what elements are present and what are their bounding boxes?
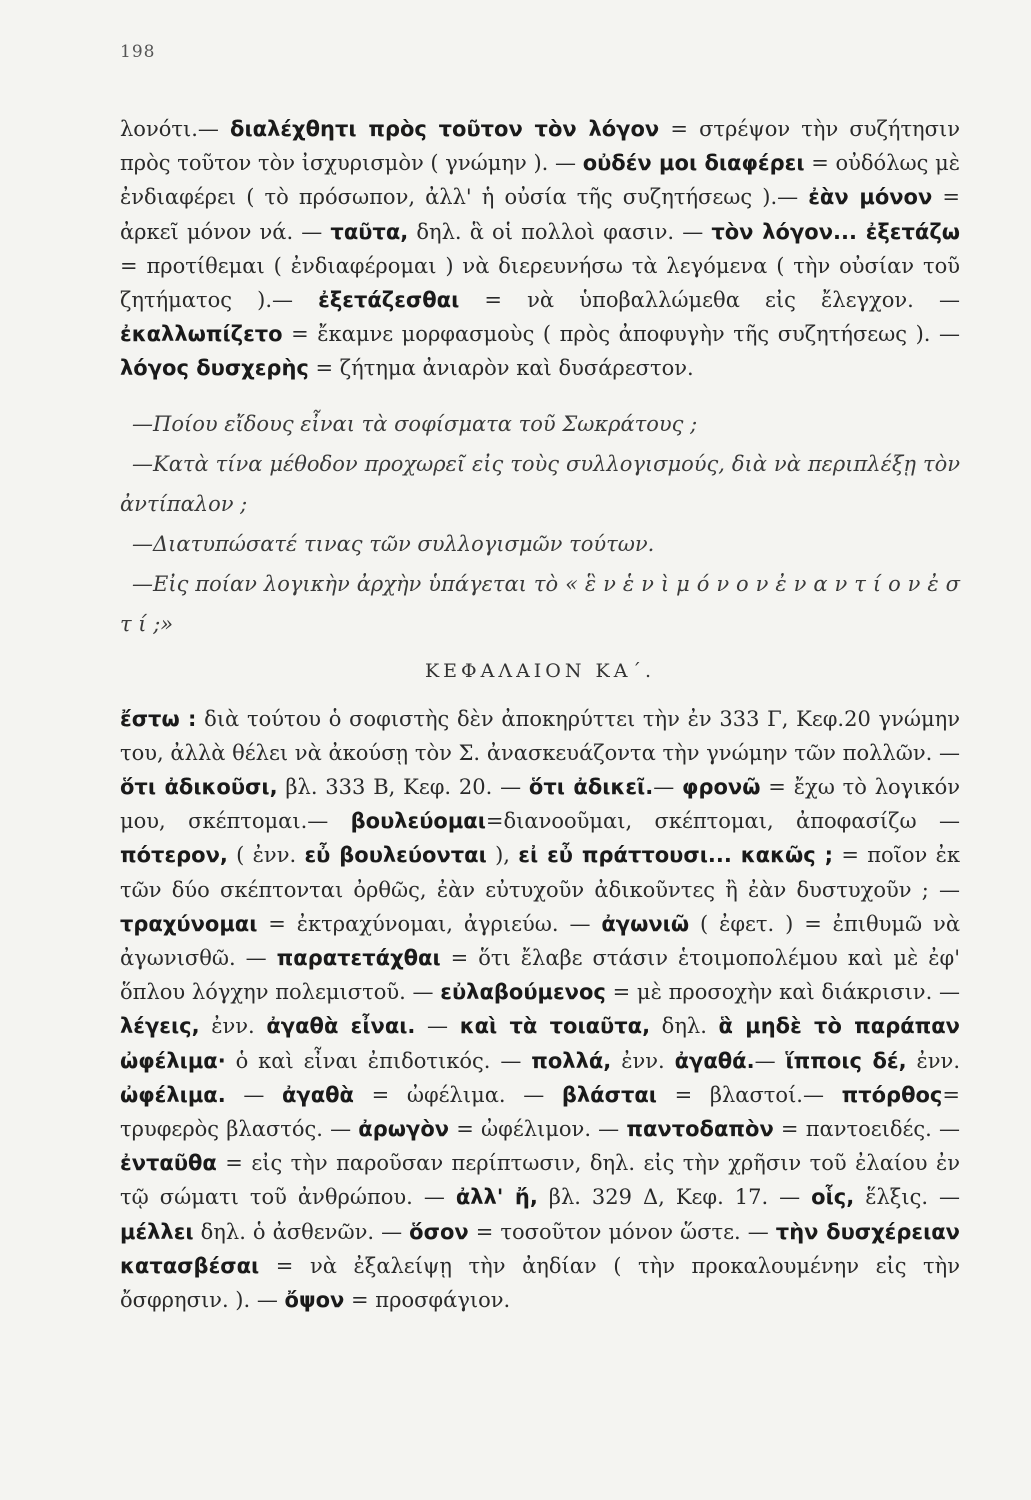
- glossary-definition: —: [653, 775, 683, 800]
- glossary-term: ταῦτα,: [330, 219, 409, 244]
- glossary-term: ἐξετάζεσθαι: [318, 288, 460, 313]
- glossary-term: οὐδέν μοι διαφέρει: [582, 151, 805, 176]
- glossary-paragraph-2: [120, 702, 960, 1318]
- glossary-definition: διὰ τούτου ὁ σοφιστὴς δὲν ἀποκηρύττει τὴν ἐν 333 Γ, Κεφ.20 γνώμην του, ἀλλὰ θέλει νὰ ἀκούσῃ τὸν Σ. ἀνασκευάζοντα τὴν γνώμην τῶν πολλῶν. —: [120, 706, 960, 765]
- question-3: —Διατυπώσατέ τινας τῶν συλλογισμῶν τούτων.: [132, 531, 655, 556]
- glossary-term: παντοδαπὸν: [626, 1117, 774, 1142]
- glossary-definition: ἐνν.: [611, 1048, 675, 1073]
- glossary-definition: = ὠφέλιμον. —: [449, 1117, 627, 1142]
- glossary-definition: = ὠφέλιμα. —: [353, 1082, 562, 1107]
- glossary-definition: = ἔχω τὸ λογικόν μου, σκέπτομαι.—: [120, 775, 960, 834]
- glossary-term: ἐνταῦθα: [120, 1151, 217, 1176]
- glossary-definition: =διανοοῦμαι, σκέπτομαι, ἀποφασίζω —: [485, 809, 960, 834]
- glossary-definition: δηλ. ἃ οἱ πολλοὶ φασιν. —: [408, 219, 712, 244]
- glossary-term: ἐὰν μόνον: [808, 185, 933, 210]
- glossary-definition: = ἀρκεῖ μόνον νά. —: [120, 185, 960, 244]
- glossary-term: πολλά,: [531, 1048, 612, 1073]
- page-number: 198: [120, 42, 156, 62]
- glossary-definition: = ζήτημα ἀνιαρὸν καὶ δυσάρεστον.: [308, 356, 694, 381]
- glossary-term: τὴν δυσχέρειαν κατασβέσαι: [120, 1219, 960, 1278]
- glossary-definition: ἐνν.: [199, 1014, 267, 1039]
- glossary-term: οἷς,: [811, 1185, 855, 1210]
- glossary-term: βλάσται: [561, 1082, 657, 1107]
- glossary-definition: = τρυφερὸς βλαστός. —: [120, 1082, 960, 1142]
- glossary-definition: = νὰ ὑποβαλλώμεθα εἰς ἔλεγχον. —: [459, 288, 960, 313]
- glossary-term: ὠφέλιμα.: [120, 1082, 226, 1107]
- glossary-definition: = προσφάγιον.: [344, 1288, 511, 1313]
- glossary-term: παρατετάχθαι: [276, 946, 441, 971]
- glossary-term: εὖ βουλεύονται: [304, 843, 487, 868]
- glossary-term: ὅτι ἀδικεῖ.: [528, 775, 654, 800]
- glossary-definition: = ἔκαμνε μορφασμοὺς ( πρὸς ἀποφυγὴν τῆς συζητήσεως ). —: [282, 322, 960, 347]
- question-4: —Εἰς ποίαν λογικὴν ἀρχὴν ὑπάγεται τὸ « ἓ ν ἑ ν ὶ μ ό ν ο ν ἐ ν α ν τ ί ο ν ἐ σ τ ί ;»: [120, 571, 960, 636]
- glossary-definition: βλ. 333 Β, Κεφ. 20. —: [277, 775, 529, 800]
- question-1: —Ποίου εἴδους εἶναι τὰ σοφίσματα τοῦ Σωκράτους ;: [132, 411, 698, 436]
- glossary-definition: = εἰς τὴν παροῦσαν περίπτωσιν, δηλ. εἰς τὴν χρῆσιν τοῦ ἐλαίου ἐν τῷ σώματι τοῦ ἀνθρώπου. —: [120, 1151, 960, 1210]
- glossary-term: ἵπποις δέ,: [785, 1048, 907, 1073]
- question-2: —Κατὰ τίνα μέθοδον προχωρεῖ εἰς τοὺς συλλογισμούς, διὰ νὰ περιπλέξῃ τὸν ἀντίπαλον ;: [120, 451, 960, 516]
- glossary-definition: ἐνν.: [906, 1048, 960, 1073]
- glossary-definition: = νὰ ἐξαλείψῃ τὴν ἀηδίαν ( τὴν προκαλουμένην εἰς τὴν ὄσφρησιν. ). —: [120, 1253, 960, 1313]
- glossary-term: ἔστω :: [120, 706, 197, 731]
- glossary-definition: ὁ καὶ εἶναι ἐπιδοτικός. —: [225, 1048, 532, 1073]
- glossary-definition: ( ἐνν.: [227, 843, 305, 868]
- page-body: [120, 112, 960, 1317]
- glossary-definition: λονότι.—: [120, 117, 231, 141]
- glossary-term: τὸν λόγον... ἐξετάζω: [711, 219, 960, 244]
- glossary-term: ἀλλ' ἤ,: [455, 1185, 538, 1210]
- glossary-term: μέλλει: [120, 1219, 194, 1244]
- glossary-term: φρονῶ: [682, 775, 761, 800]
- glossary-term: εἰ εὖ πράττουσι... κακῶς ;: [518, 843, 834, 868]
- glossary-definition: —: [225, 1082, 282, 1107]
- glossary-term: βουλεύομαι: [350, 809, 486, 834]
- glossary-definition: —: [415, 1014, 460, 1039]
- glossary-term: ὄψον: [284, 1288, 345, 1313]
- glossary-term: ἀγωνιῶ: [601, 911, 690, 936]
- glossary-definition: δηλ.: [650, 1014, 719, 1039]
- glossary-definition: = ποῖον ἐκ τῶν δύο σκέπτονται ὀρθῶς, ἐὰν εὐτυχοῦν ἀδικοῦντες ἢ ἐὰν δυστυχοῦν ; —: [120, 843, 961, 902]
- glossary-definition: = βλαστοί.—: [656, 1082, 842, 1107]
- glossary-definition: = προτίθεμαι ( ἐνδιαφέρομαι ) νὰ διερευνήσω τὰ λεγόμενα ( τὴν οὐσίαν τοῦ ζητήματος ).—: [120, 253, 960, 313]
- glossary-definition: δηλ. ὁ ἀσθενῶν. —: [193, 1219, 410, 1244]
- glossary-definition: = στρέψον τὴν συζήτησιν πρὸς τοῦτον τὸν ἰσχυρισμὸν ( γνώμην ). —: [120, 117, 960, 176]
- glossary-term: λόγος δυσχερὴς: [120, 356, 309, 381]
- glossary-paragraph-1: [120, 112, 960, 386]
- glossary-definition: = μὲ προσοχὴν καὶ διάκρισιν. —: [605, 980, 960, 1005]
- glossary-definition: = ὅτι ἔλαβε στάσιν ἑτοιμοπολέμου καὶ μὲ ἐφ' ὅπλου λόγχην πολεμιστοῦ. —: [120, 946, 960, 1005]
- glossary-term: ἀγαθὰ εἶναι.: [266, 1014, 416, 1039]
- glossary-term: ἀρωγὸν: [358, 1117, 450, 1142]
- glossary-definition: βλ. 329 Δ, Κεφ. 17. —: [537, 1185, 812, 1210]
- glossary-term: ἀγαθά.: [674, 1048, 755, 1073]
- glossary-term: εὐλαβούμενος: [440, 980, 606, 1005]
- glossary-term: τραχύνομαι: [120, 911, 258, 936]
- glossary-term: ἀγαθὰ: [281, 1082, 354, 1107]
- glossary-term: διαλέχθητι πρὸς τοῦτον τὸν λόγον: [230, 117, 660, 141]
- glossary-term: λέγεις,: [120, 1014, 200, 1039]
- study-questions: [120, 404, 960, 644]
- glossary-definition: = ἐκτραχύνομαι, ἀγριεύω. —: [257, 911, 602, 936]
- glossary-term: ἐκαλλωπίζετο: [120, 322, 283, 347]
- glossary-definition: ),: [486, 843, 519, 868]
- chapter-heading: ΚΕΦΑΛΑΙΟΝ ΚΑ΄.: [424, 659, 655, 682]
- glossary-term: καὶ τὰ τοιαῦτα,: [459, 1014, 651, 1039]
- glossary-definition: ( ἐφετ. ) = ἐπιθυμῶ νὰ ἀγωνισθῶ. —: [120, 911, 960, 971]
- glossary-definition: = τοσοῦτον μόνον ὥστε. —: [468, 1219, 776, 1244]
- glossary-definition: = παντοειδές. —: [773, 1117, 960, 1142]
- glossary-term: ὅσον: [409, 1219, 469, 1244]
- glossary-definition: ἕλξις. —: [854, 1185, 961, 1210]
- glossary-term: ὅτι ἀδικοῦσι,: [120, 775, 278, 800]
- glossary-definition: —: [754, 1048, 786, 1073]
- glossary-term: πτόρθος: [841, 1082, 943, 1107]
- glossary-term: πότερον,: [120, 843, 228, 868]
- glossary-term: ἃ μηδὲ τὸ παράπαν ὠφέλιμα·: [120, 1014, 960, 1073]
- glossary-definition: = οὐδόλως μὲ ἐνδιαφέρει ( τὸ πρόσωπον, ἀλλ' ἡ οὐσία τῆς συζητήσεως ).—: [120, 151, 960, 210]
